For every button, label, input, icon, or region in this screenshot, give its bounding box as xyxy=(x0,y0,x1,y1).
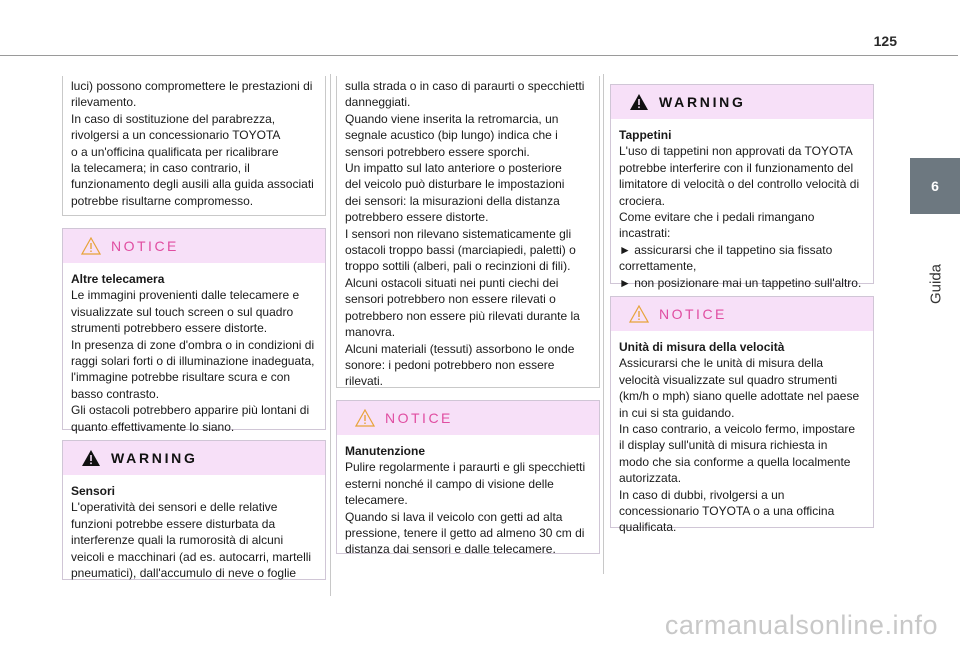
text-line: Come evitare che i pedali rimangano xyxy=(619,210,815,225)
text-line: Quando si lava il veicolo con getti ad alta xyxy=(345,509,563,524)
continuation-text xyxy=(71,78,317,209)
text-line: crociera. xyxy=(619,193,666,208)
caution-triangle-icon xyxy=(629,305,649,323)
notice-body xyxy=(63,263,325,445)
text-line: pressione, tenere il getto ad almeno 30 cm di xyxy=(345,526,585,541)
text-line: potrebbero essere distorte. xyxy=(345,210,489,225)
notice-text xyxy=(619,355,865,535)
text-line: Un impatto sul lato anteriore o posteriore xyxy=(345,161,562,176)
text-line: In caso di dubbi, rivolgersi a un xyxy=(619,487,785,502)
text-line: qualificata. xyxy=(619,520,677,535)
text-line: autorizzata. xyxy=(619,471,682,486)
text-line: In caso contrario, a veicolo fermo, impostare xyxy=(619,422,856,437)
text-line: del veicolo può disturbare le impostazioni xyxy=(345,177,565,192)
text-line: l'immagine potrebbe risultare scura e con xyxy=(71,370,291,385)
text-line: limitatore di velocità o del controllo velocità di xyxy=(619,177,860,192)
notice-box xyxy=(62,228,326,434)
text-line: visualizzate sul touch screen o sul quadro xyxy=(71,304,294,319)
warning-heading: WARNING xyxy=(659,94,746,110)
text-line: telecamere. xyxy=(345,493,408,508)
continuation-text-box xyxy=(336,76,600,388)
text-line: rilevati. xyxy=(345,374,384,389)
text-line: potrebbe interferire con il funzionamento del xyxy=(619,160,854,175)
text-line: Gli ostacoli potrebbero apparire più lontani di xyxy=(71,403,310,418)
text-line: o a un'officina qualificata per ricalibrare xyxy=(71,144,279,159)
notice-header xyxy=(611,297,873,331)
text-line: quanto effettivamente lo siano. xyxy=(71,419,235,434)
notice-subtitle: Unità di misura della velocità xyxy=(619,340,785,354)
text-line: sonore: i pedoni potrebbero non essere xyxy=(345,357,555,372)
text-line: la telecamera; in caso contrario, il xyxy=(71,161,250,176)
notice-subtitle: Manutenzione xyxy=(345,444,425,458)
text-line: Quando viene inserita la retromarcia, un xyxy=(345,111,559,126)
text-line: potrebbe risultarne compromesso. xyxy=(71,193,254,208)
text-line: interferenze quali la rumorosità di alcuni xyxy=(71,533,284,548)
text-line: pneumatici), dall'accumulo di neve o foglie xyxy=(71,566,297,581)
text-line: funzionamento degli ausili alla guida associati xyxy=(71,177,314,192)
text-line: distanza dai sensori e dalle telecamere. xyxy=(345,542,556,557)
column-divider xyxy=(330,74,331,596)
watermark: carmanualsonline.info xyxy=(664,610,938,640)
warning-header xyxy=(63,441,325,475)
text-line: rivolgersi a un concessionario TOYOTA xyxy=(71,128,281,143)
warning-box xyxy=(610,84,874,290)
warning-heading: WARNING xyxy=(111,450,198,466)
text-line: esterni nonché il campo di visione delle xyxy=(345,476,554,491)
text-line: danneggiati. xyxy=(345,95,411,110)
text-line: veicoli e macchinari (ad es. autocarri, martelli xyxy=(71,549,312,564)
chapter-tab[interactable]: 6 xyxy=(910,158,960,214)
text-line: rilevamento. xyxy=(71,95,137,110)
warning-subtitle: Sensori xyxy=(71,484,116,498)
text-line: ostacoli troppo bassi (marciapiedi, paletti) o xyxy=(345,243,576,258)
notice-header xyxy=(337,401,599,435)
text-line: il display sull'unità di misura richiesta in xyxy=(619,438,828,453)
notice-heading: NOTICE xyxy=(111,238,179,254)
notice-text xyxy=(71,287,317,435)
text-line: In caso di sostituzione del parabrezza, xyxy=(71,111,276,126)
text-line: L'uso di tappetini non approvati da TOYOTA xyxy=(619,144,853,159)
notice-body xyxy=(611,331,873,546)
text-line: luci) possono compromettere le prestazioni di xyxy=(71,79,313,93)
text-line: correttamente, xyxy=(619,259,697,274)
text-line: Alcuni materiali (tessuti) assorbono le onde xyxy=(345,341,575,356)
text-line: potrebbero non essere più rilevati durante la xyxy=(345,308,580,323)
text-line: velocità visualizzate sul quadro strumenti xyxy=(619,372,838,387)
text-line: L'operatività dei sensori e delle relative xyxy=(71,500,278,515)
text-line: ► non posizionare mai un tappetino sull'altro. xyxy=(619,275,862,290)
text-line: sensori potrebbero non essere rilevati o xyxy=(345,292,556,307)
text-line: manovra. xyxy=(345,325,396,340)
continuation-text-box xyxy=(62,76,326,216)
text-line: sulla strada o in caso di paraurti o specchietti xyxy=(345,79,585,93)
text-line: funzioni potrebbe essere disturbata da xyxy=(71,516,276,531)
warning-body xyxy=(63,475,325,591)
notice-text xyxy=(345,459,591,557)
text-line: Alcuni ostacoli situati nei punti ciechi dei xyxy=(345,275,559,290)
text-line: ► assicurarsi che il tappetino sia fissato xyxy=(619,242,833,257)
warning-triangle-icon xyxy=(81,449,101,467)
text-line: incastrati: xyxy=(619,226,671,241)
text-line: (km/h o mph) siano quelle adottate nel paese xyxy=(619,389,860,404)
warning-body xyxy=(611,119,873,301)
warning-text xyxy=(71,499,317,581)
notice-body xyxy=(337,435,599,568)
text-line: strumenti potrebbero essere distorte. xyxy=(71,321,268,336)
notice-heading: NOTICE xyxy=(659,306,727,322)
notice-heading: NOTICE xyxy=(385,410,453,426)
notice-header xyxy=(63,229,325,263)
warning-subtitle: Tappetini xyxy=(619,128,672,142)
warning-text xyxy=(619,143,865,291)
caution-triangle-icon xyxy=(355,409,375,427)
notice-box xyxy=(610,296,874,535)
notice-subtitle: Altre telecamera xyxy=(71,272,165,286)
text-line: Le immagini provenienti dalle telecamere e xyxy=(71,288,300,303)
text-line: I sensori non rilevano sistematicamente gli xyxy=(345,226,572,241)
continuation-text xyxy=(345,78,591,390)
text-line: sensori potrebbero essere sporchi. xyxy=(345,144,530,159)
text-line: Pulire regolarmente i paraurti e gli specchietti xyxy=(345,460,586,475)
column-divider xyxy=(603,74,604,574)
text-line: In presenza di zone d'ombra o in condizioni di xyxy=(71,337,315,352)
warning-box xyxy=(62,440,326,580)
caution-triangle-icon xyxy=(81,237,101,255)
text-line: concessionario TOYOTA o a una officina xyxy=(619,504,835,519)
warning-triangle-icon xyxy=(629,93,649,111)
text-line: Assicurarsi che le unità di misura della xyxy=(619,356,824,371)
text-line: segnale acustico (bip lungo) indica che i xyxy=(345,128,558,143)
text-line: basso contrasto. xyxy=(71,386,160,401)
header-rule xyxy=(0,55,958,56)
notice-box xyxy=(336,400,600,557)
warning-header xyxy=(611,85,873,119)
text-line: in cui si sta guidando. xyxy=(619,405,735,420)
text-line: troppo sottili (alberi, pali o recinzioni di fili). xyxy=(345,259,571,274)
chapter-label: Guida xyxy=(927,263,945,305)
text-line: modo che sia conforme a quella localmente xyxy=(619,454,851,469)
page-number: 125 xyxy=(873,33,897,49)
text-line: dei sensori: la misurazioni della distanza xyxy=(345,193,560,208)
text-line: raggi solari forti o di illuminazione inadeguata, xyxy=(71,354,315,369)
